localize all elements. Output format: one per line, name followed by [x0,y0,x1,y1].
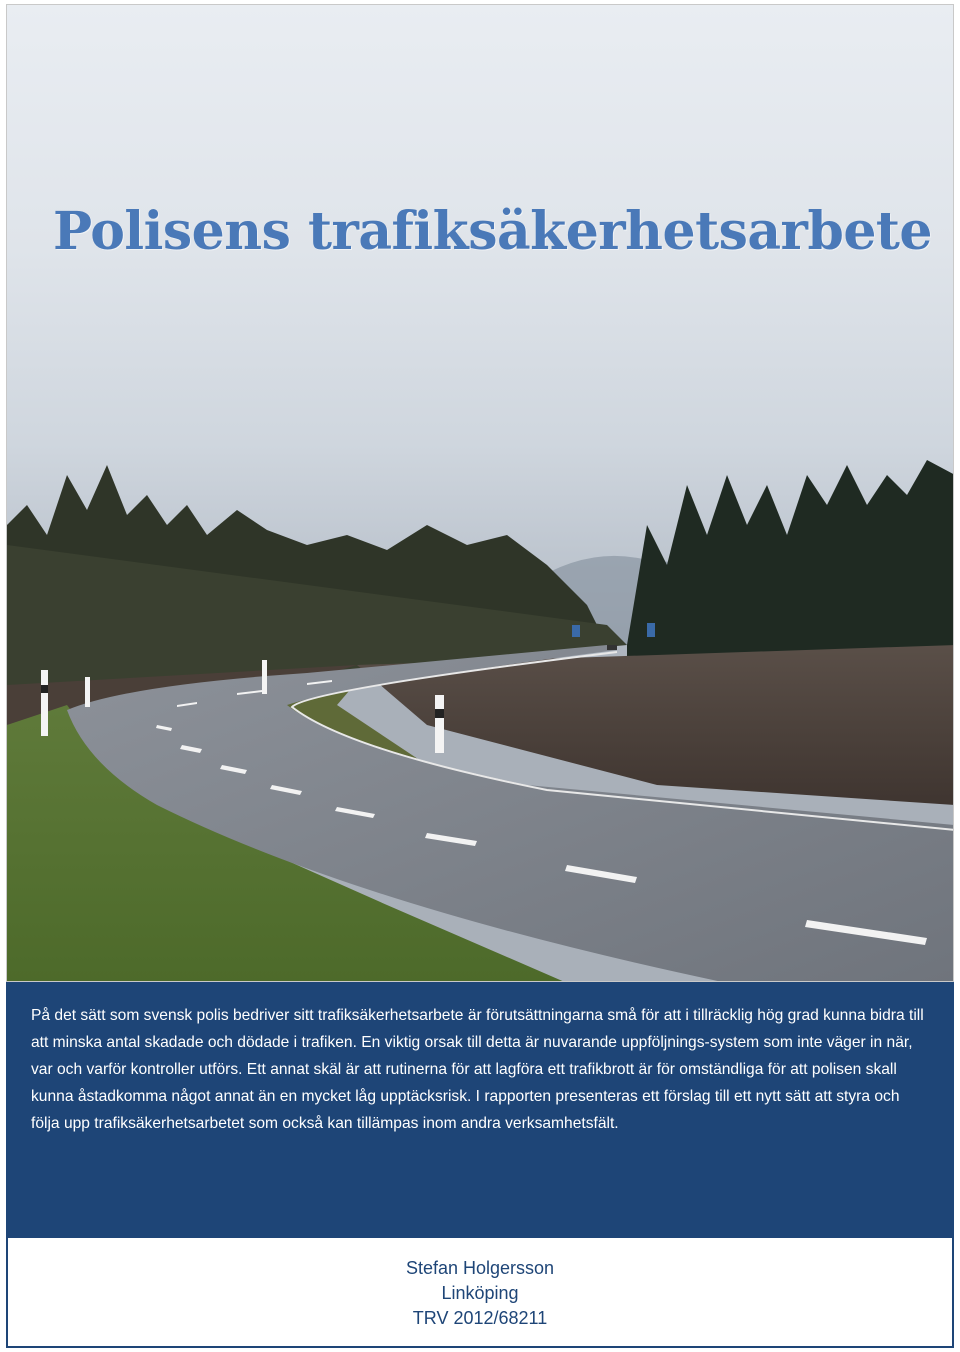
abstract-panel [6,982,954,1238]
author-city: Linköping [441,1283,519,1303]
road-landscape-illustration [7,5,954,982]
abstract-text: På det sätt som svensk polis bedriver sitt trafiksäkerhetsarbete är förutsättningarna små för att i tillräcklig hög grad kunna bidra till att minska antal skadade och dödade i trafiken. En viktig orsak till detta är nuvarande uppföljnings-system som inte väger in när, var och varför kontroller utförs. Ett annat skäl är att rutinerna för att lagföra ett trafikbrott är för omständliga för att polisen skall kunna åstadkomma något annat än en mycket låg upptäcksrisk. I rapporten presenteras ett förslag till ett nytt sätt att styra och följa upp trafiksäkerhetsarbetet som också kan tillämpas inom andra verksamhetsfält. [31,1007,924,1132]
author-name: Stefan Holgersson [405,1258,555,1278]
report-title: Polisens trafiksäkerhetsarbete [53,201,933,262]
cover-photo-road [6,4,954,982]
author-box [6,1238,954,1348]
report-id: TRV 2012/68211 [412,1308,548,1328]
